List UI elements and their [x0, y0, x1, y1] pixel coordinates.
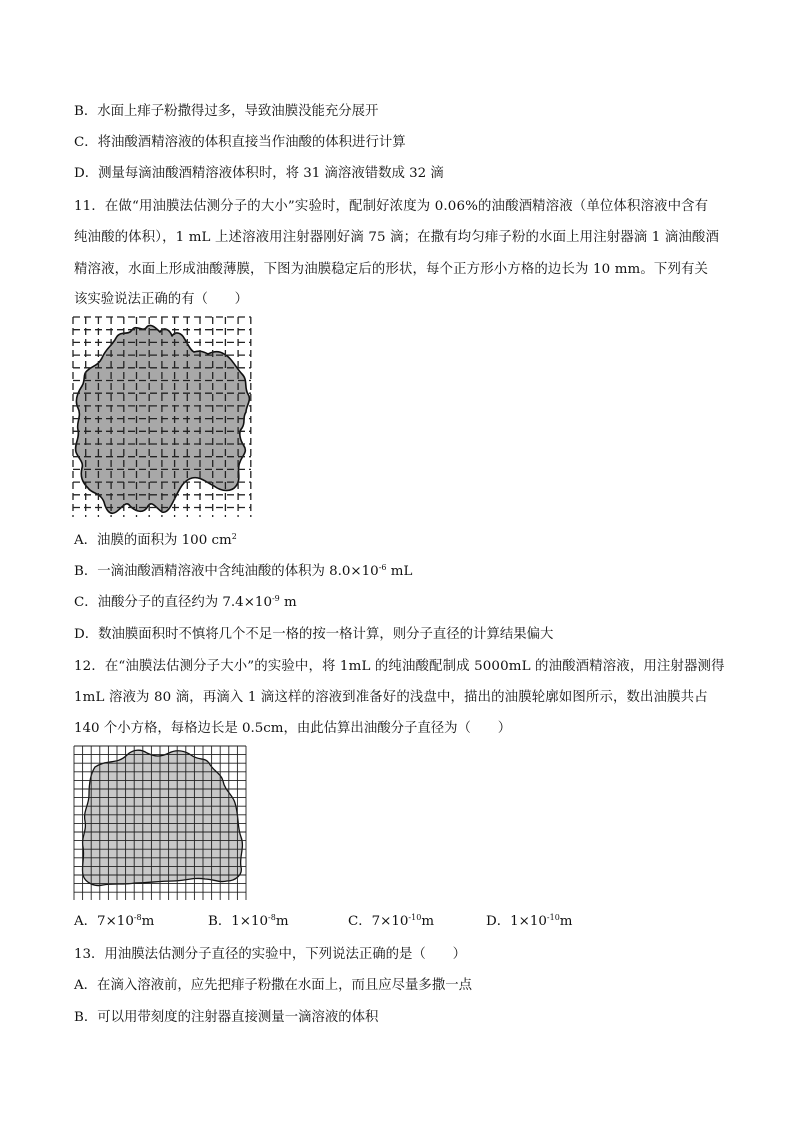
q12-option-d [486, 913, 573, 931]
q12-option-c-sup: -10 [408, 913, 422, 922]
q11-option-c-tail: m [279, 595, 297, 610]
q11-option-b [74, 563, 412, 581]
q12-stem-line-3: 140 个小方格，每格边长是 0.5cm，由此估算出油酸分子直径为（ ） [74, 721, 512, 736]
q12-option-c [348, 913, 434, 931]
q11-oil-film-figure [72, 316, 254, 520]
q13-option-a: A．在滴入溶液前，应先把痱子粉撒在水面上，而且应尽量多撒一点 [74, 978, 472, 993]
q12-stem-line-2: 1mL 溶液为 80 滴，再滴入 1 滴这样的溶液到准备好的浅盘中，描出的油膜轮廓如图所示，数出油膜共占 [74, 690, 708, 705]
q12-stem-line-1: 12．在“油膜法估测分子大小”的实验中，将 1mL 的纯油酸配制成 5000mL 的油酸酒精溶液，用注射器测得 [74, 659, 725, 674]
q12-option-d-sup: -10 [546, 913, 560, 922]
q11-stem-line-4: 该实验说法正确的有（ ） [74, 292, 249, 307]
q10-option-b: B．水面上痱子粉撒得过多，导致油膜没能充分展开 [74, 104, 379, 119]
q11-option-b-sup: -6 [378, 563, 387, 572]
q11-option-a [74, 532, 237, 550]
q13-option-b: B．可以用带刻度的注射器直接测量一滴溶液的体积 [74, 1010, 379, 1025]
q10-option-d: D．测量每滴油酸酒精溶液体积时，将 31 滴溶液错数成 32 滴 [74, 166, 444, 181]
q12-option-b-sup: -8 [268, 913, 276, 922]
q12-option-c-tail: m [421, 914, 435, 929]
q11-option-c-text: C．油酸分子的直径约为 7.4×10 [74, 595, 272, 610]
q11-option-c [74, 594, 297, 612]
q11-option-d: D．数油膜面积时不慎将几个不足一格的按一格计算，则分子直径的计算结果偏大 [74, 627, 554, 642]
q12-option-a-text: A．7×10 [74, 914, 134, 929]
q12-option-b [208, 913, 289, 931]
q11-stem-line-1: 11．在做“用油膜法估测分子的大小”实验时，配制好浓度为 0.06%的油酸酒精溶液（单位体积溶液中含有 [74, 199, 709, 214]
q12-option-d-tail: m [559, 914, 573, 929]
q10-option-c: C．将油酸酒精溶液的体积直接当作油酸的体积进行计算 [74, 135, 406, 150]
q12-options-row [74, 913, 634, 931]
q11-option-b-text: B．一滴油酸酒精溶液中含纯油酸的体积为 8.0×10 [74, 564, 379, 579]
q11-option-a-sup: 2 [231, 532, 237, 541]
q12-option-c-text: C．7×10 [348, 914, 409, 929]
q12-option-d-text: D．1×10 [486, 914, 547, 929]
q12-option-b-tail: m [275, 914, 289, 929]
q12-option-a-tail: m [141, 914, 155, 929]
q11-option-c-sup: -9 [271, 594, 280, 603]
q11-stem-line-3: 精溶液，水面上形成油酸薄膜，下图为油膜稳定后的形状，每个正方形小方格的边长为 10 mm。下列有关 [74, 262, 709, 277]
q12-option-b-text: B．1×10 [208, 914, 269, 929]
q11-option-b-tail: mL [386, 564, 413, 579]
q12-option-a [74, 913, 154, 931]
q12-option-a-sup: -8 [133, 913, 142, 922]
q11-stem-line-2: 纯油酸的体积），1 mL 上述溶液用注射器刚好滴 75 滴；在撒有均匀痱子粉的水面上用注射器滴 1 滴油酸酒 [74, 230, 720, 245]
q13-stem: 13．用油膜法估测分子直径的实验中，下列说法正确的是（ ） [74, 947, 466, 962]
q12-oil-film-shape [82, 750, 242, 885]
q12-oil-film-figure [73, 745, 249, 903]
q11-option-a-text: A．油膜的面积为 100 cm [74, 533, 232, 548]
